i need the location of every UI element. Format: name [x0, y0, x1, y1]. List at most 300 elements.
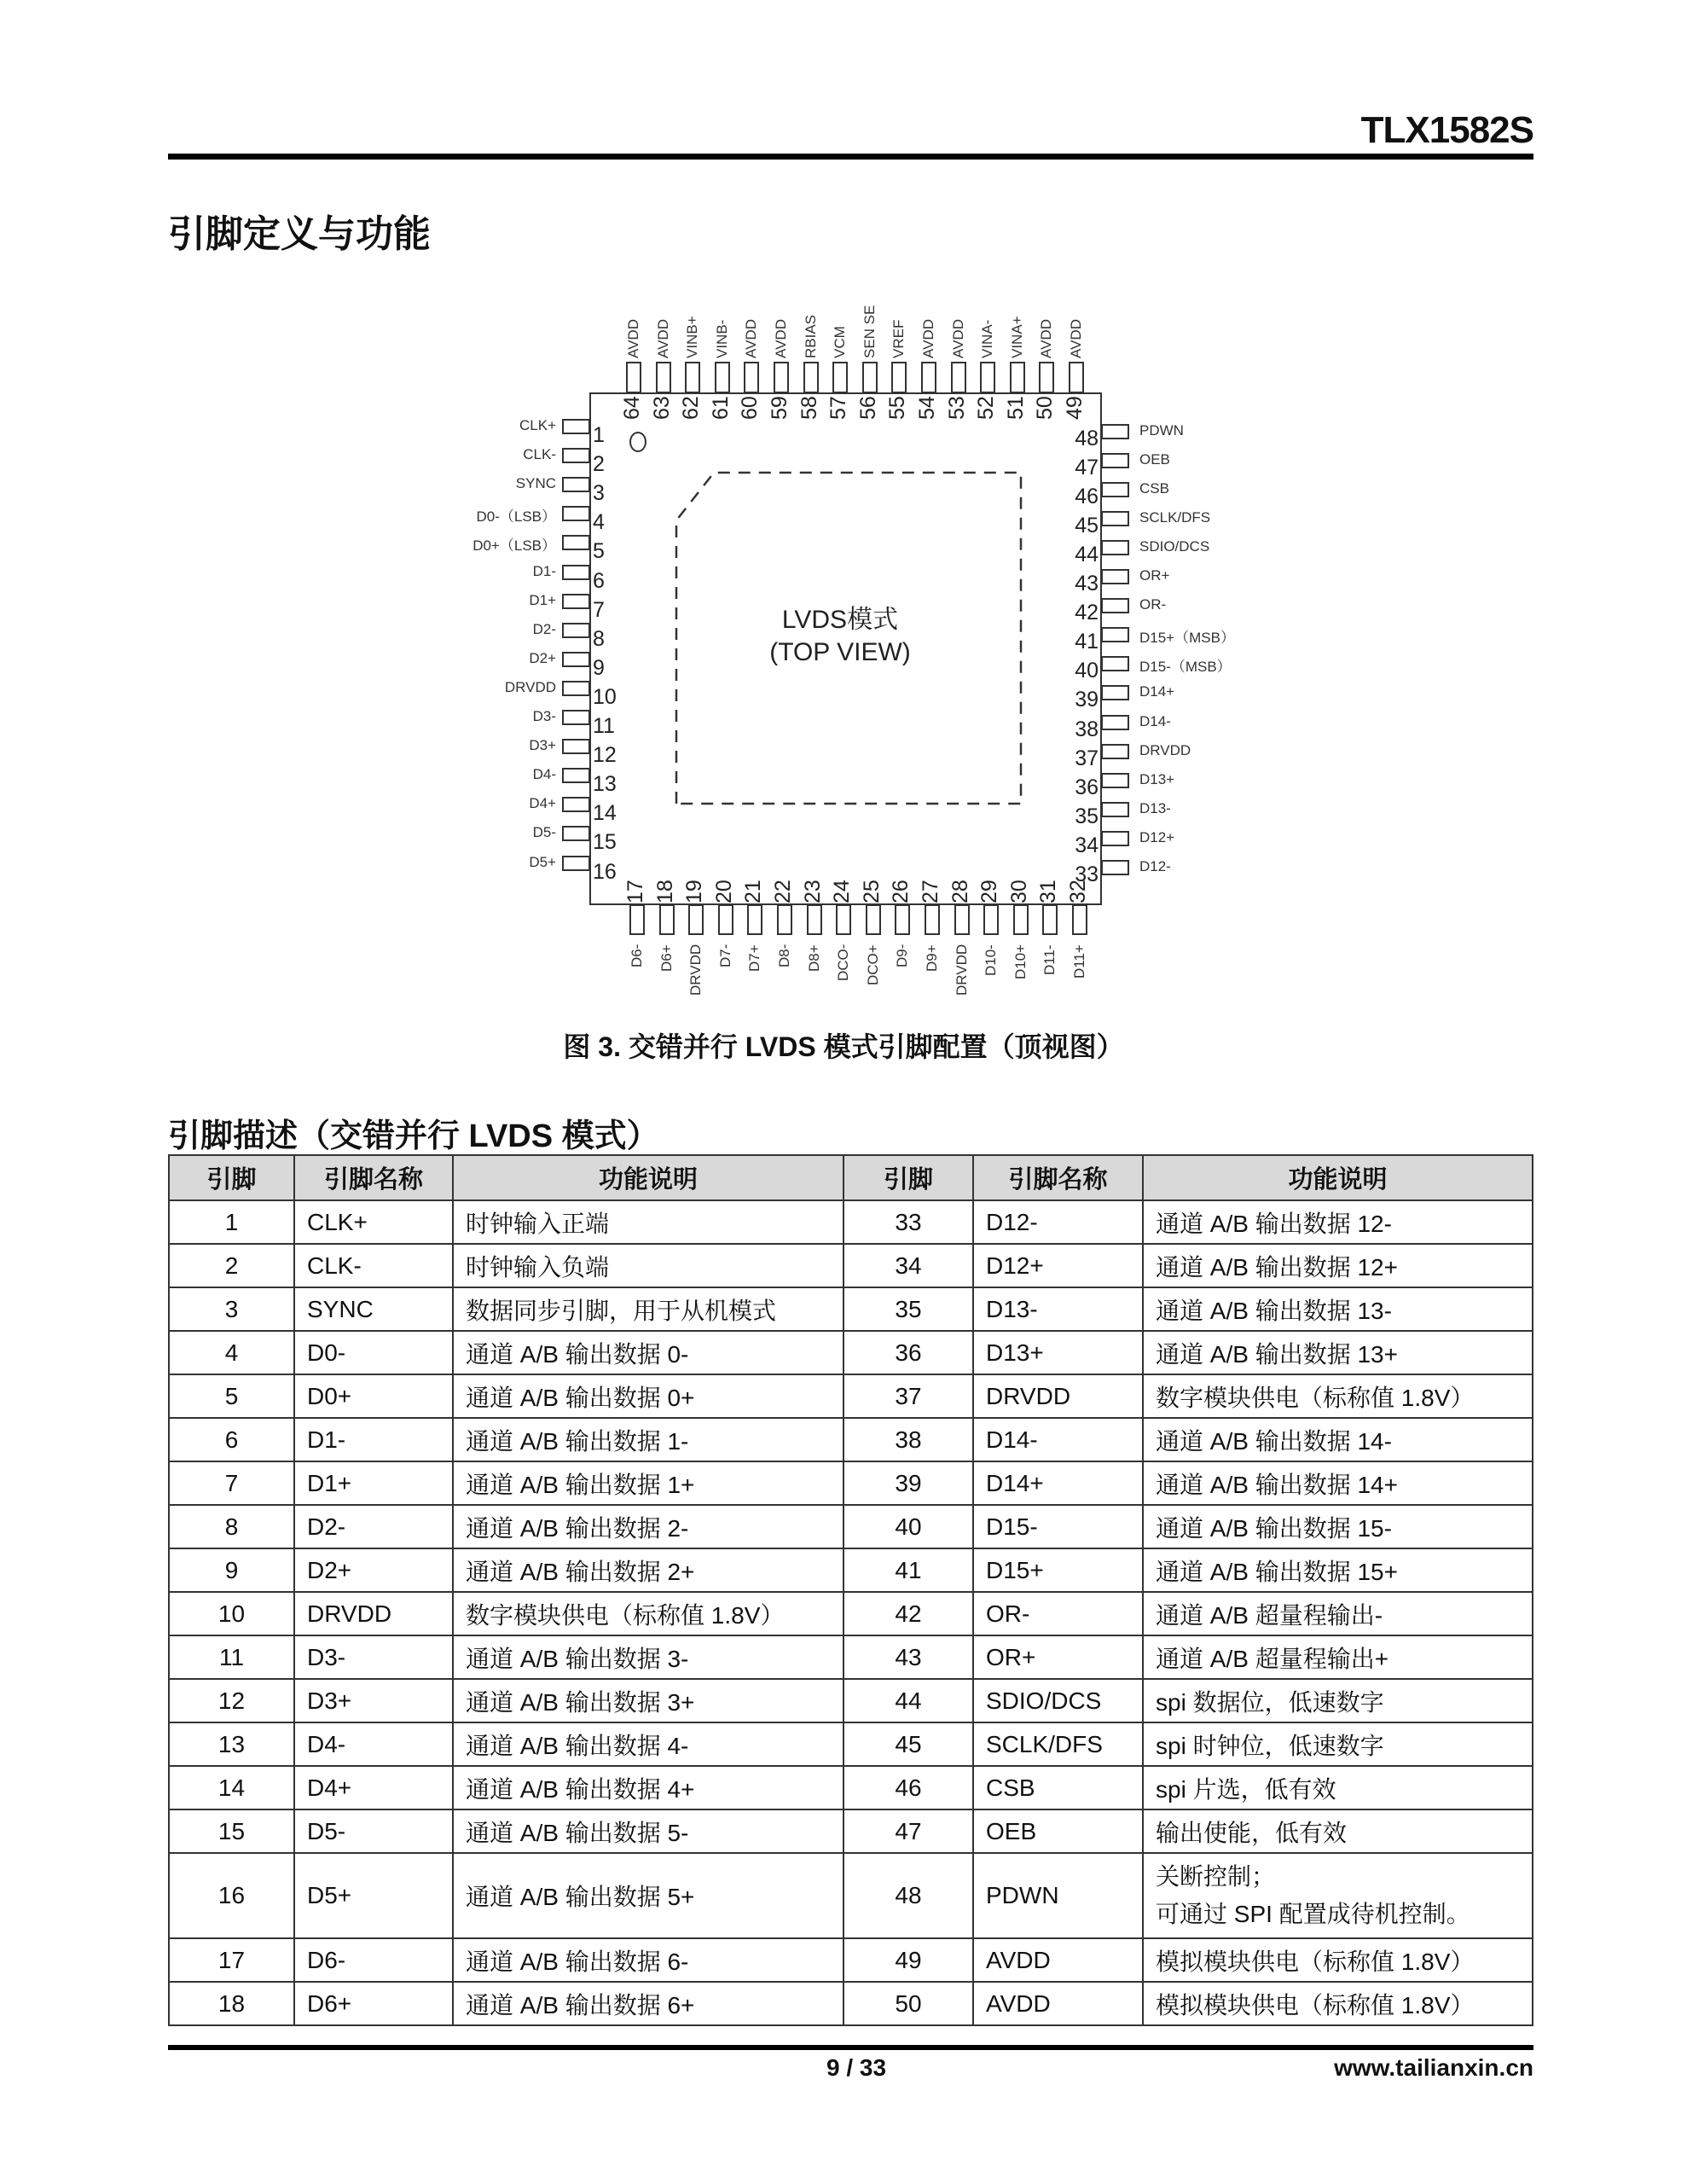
pin-lead [562, 710, 590, 725]
pin-lead [562, 477, 590, 492]
pin-name: D15+ [973, 1548, 1143, 1592]
pin-lead [1101, 802, 1129, 817]
pin-function: 通道 A/B 输出数据 15- [1143, 1505, 1533, 1548]
pin-lead [656, 362, 671, 393]
pin-lead [1101, 860, 1129, 875]
pin-lead [562, 594, 590, 609]
table-row [169, 1287, 1533, 1331]
pin-number: 48 [1075, 426, 1099, 450]
column-header: 引脚名称 [294, 1155, 453, 1200]
pin-number: 11 [593, 714, 615, 738]
pin-name: CLK- [523, 446, 556, 463]
pin-function: 通道 A/B 输出数据 6- [453, 1938, 844, 1982]
pin-function: 模拟模块供电（标称值 1.8V） [1143, 1982, 1533, 2025]
pin-number: 10 [169, 1592, 294, 1635]
pin-lead [718, 904, 733, 935]
pin-name: AVDD [773, 319, 789, 358]
pin-number: 30 [1006, 880, 1031, 903]
pin-name: D14+ [1139, 683, 1175, 700]
pin-number: 8 [593, 626, 605, 651]
pin-number: 12 [169, 1679, 294, 1722]
pin-name: D0+ [294, 1374, 453, 1418]
pin-lead [1101, 627, 1129, 642]
pin-number: 44 [844, 1679, 973, 1722]
pin-name: DRVDD [953, 944, 970, 996]
pin-number: 37 [1075, 746, 1099, 770]
table-row [169, 1374, 1533, 1418]
pin-function: 通道 A/B 输出数据 12- [1143, 1200, 1533, 1244]
pin-name: D3- [294, 1635, 453, 1679]
pin-name: D3+ [529, 737, 556, 754]
pin-name: D1+ [294, 1461, 453, 1505]
section-title: 引脚定义与功能 [168, 213, 431, 255]
pin-function: 通道 A/B 输出数据 15+ [1143, 1548, 1533, 1592]
pin-lead [1101, 715, 1129, 730]
pin-lead [1069, 362, 1084, 393]
pin-lead [562, 623, 590, 638]
column-header: 引脚 [844, 1155, 973, 1200]
pin-number: 25 [859, 880, 884, 903]
pin-lead [1101, 685, 1129, 700]
pin-name: OR- [973, 1592, 1143, 1635]
pin-number: 24 [830, 880, 855, 903]
footer-rule [168, 2045, 1533, 2050]
pin-name: D13- [1139, 799, 1171, 816]
pin-name: CLK- [294, 1244, 453, 1287]
pin-number: 57 [826, 396, 851, 420]
pin-number: 41 [844, 1548, 973, 1592]
pin-number: 15 [169, 1809, 294, 1853]
pin-number: 2 [169, 1244, 294, 1287]
pin-name: AVDD [654, 319, 671, 358]
pin-number: 19 [682, 880, 707, 903]
table-row [169, 1982, 1533, 2025]
pin-number: 18 [652, 880, 677, 903]
pin-function: 通道 A/B 输出数据 12+ [1143, 1244, 1533, 1287]
pin-function: 通道 A/B 输出数据 1- [453, 1418, 844, 1461]
pin-lead [1101, 773, 1129, 788]
pin-number: 61 [708, 396, 733, 420]
pin-name: D5- [294, 1809, 453, 1853]
pin-lead [688, 904, 704, 935]
pin-number: 46 [1075, 484, 1099, 508]
pin-function: 数字模块供电（标称值 1.8V） [453, 1592, 844, 1635]
pin-lead [562, 506, 590, 521]
pin-name: D4- [294, 1722, 453, 1766]
table-row [169, 1548, 1533, 1592]
pin-name: D0- [294, 1331, 453, 1374]
pin-number: 53 [944, 396, 969, 420]
pin-function: 模拟模块供电（标称值 1.8V） [1143, 1938, 1533, 1982]
pin-name: D12+ [973, 1244, 1143, 1287]
pin-number: 64 [620, 396, 644, 420]
pin-name: D2+ [294, 1548, 453, 1592]
pin-lead [562, 535, 590, 550]
website-link[interactable]: www.tailianxin.cn [1334, 2054, 1533, 2081]
pin-number: 15 [593, 830, 617, 855]
pin-name: PDWN [973, 1853, 1143, 1938]
pin-lead [983, 904, 999, 935]
pin-number: 4 [169, 1331, 294, 1374]
pin-number: 45 [844, 1722, 973, 1766]
pin-name: CLK+ [519, 417, 556, 433]
pin-lead [562, 681, 590, 696]
pin-lead [954, 904, 970, 935]
pin-name: AVDD [920, 319, 936, 358]
pin-name: AVDD [973, 1938, 1143, 1982]
table-row [169, 1461, 1533, 1505]
pin-number: 1 [593, 423, 605, 447]
pin-number: 10 [593, 684, 617, 709]
table-row [169, 1679, 1533, 1722]
pin-lead [562, 565, 590, 580]
pin-number: 3 [169, 1287, 294, 1331]
pin-lead [862, 362, 878, 393]
pin-number: 14 [593, 801, 617, 826]
pin-number: 29 [977, 880, 1002, 903]
pin-name: D8- [776, 944, 792, 968]
pin-number: 21 [741, 880, 766, 903]
pin-name: D10- [983, 944, 1000, 976]
pin-number: 14 [169, 1766, 294, 1809]
pin-number: 9 [169, 1548, 294, 1592]
pin-name: D4+ [294, 1766, 453, 1809]
pin-function: 时钟输入负端 [453, 1244, 844, 1287]
pin-name: D5+ [529, 853, 556, 870]
pin-number: 36 [844, 1331, 973, 1374]
pin-function: 通道 A/B 输出数据 3+ [453, 1679, 844, 1722]
pin-name: OEB [1139, 450, 1170, 468]
pin-name: D0+（LSB） [472, 537, 556, 555]
pin-lead [866, 904, 881, 935]
pin-name: D12- [973, 1200, 1143, 1244]
pin-number: 50 [844, 1982, 973, 2025]
pin-function: 通道 A/B 输出数据 0+ [453, 1374, 844, 1418]
pin-lead [562, 856, 590, 871]
pin-name: DRVDD [294, 1592, 453, 1635]
pin-lead [774, 362, 789, 393]
pin-lead [925, 904, 940, 935]
column-header: 引脚 [169, 1155, 294, 1200]
pin-name: D14- [1139, 712, 1171, 729]
pin-lead [747, 904, 762, 935]
pin-number: 58 [797, 396, 821, 420]
pin-function: 通道 A/B 输出数据 13- [1143, 1287, 1533, 1331]
pin-number: 7 [169, 1461, 294, 1505]
document-id: TLX1582S [1360, 109, 1533, 151]
pin-lead [832, 362, 848, 393]
pin-name: D1- [294, 1418, 453, 1461]
pin-number: 49 [844, 1938, 973, 1982]
pin-name: D14- [973, 1418, 1143, 1461]
column-header: 功能说明 [453, 1155, 844, 1200]
pin-number: 55 [885, 396, 910, 420]
pin-name: D13+ [973, 1331, 1143, 1374]
pin-lead [1072, 904, 1087, 935]
pin-name: CSB [973, 1766, 1143, 1809]
pin-lead [1101, 511, 1129, 526]
pin-function: 通道 A/B 输出数据 14- [1143, 1418, 1533, 1461]
table-row [169, 1722, 1533, 1766]
page-number: 9 / 33 [826, 2054, 887, 2081]
pin-lead [803, 362, 819, 393]
pin-number: 32 [1066, 880, 1090, 903]
pin-number: 43 [1075, 572, 1099, 595]
pin-number: 42 [1075, 601, 1099, 625]
pin-name: D11- [1041, 944, 1058, 975]
pin-number: 47 [1075, 455, 1099, 479]
pin-lead [685, 362, 700, 393]
pin-name: SDIO/DCS [1139, 537, 1210, 555]
pin-number: 38 [844, 1418, 973, 1461]
pin-number: 11 [169, 1635, 294, 1679]
pin-number: 17 [623, 880, 647, 903]
pin-lead [1101, 453, 1129, 468]
pin-lead [1101, 424, 1129, 439]
table-row [169, 1505, 1533, 1548]
pin-name: D13+ [1139, 770, 1175, 787]
pin-name: DRVDD [973, 1374, 1143, 1418]
pin-lead [980, 362, 995, 393]
pin-number: 50 [1033, 396, 1058, 420]
pin-number: 63 [649, 396, 674, 420]
pin-number: 39 [1075, 688, 1099, 712]
pin-name: D6- [294, 1938, 453, 1982]
pin-name: D5- [532, 824, 556, 841]
pin-number: 6 [593, 568, 605, 593]
pin-name: SCLK/DFS [1139, 508, 1211, 526]
pin-lead [562, 448, 590, 463]
pin-number: 2 [593, 452, 605, 477]
pin-number: 42 [844, 1592, 973, 1635]
chip-label [755, 604, 925, 669]
pin-name: D3- [532, 708, 556, 724]
pin-function: 通道 A/B 输出数据 4+ [453, 1766, 844, 1809]
pin-lead [1013, 904, 1029, 935]
table-row [169, 1766, 1533, 1809]
chip-mode: LVDS模式 [781, 606, 899, 634]
pin-number: 44 [1075, 542, 1099, 566]
pin-name: RBIAS [802, 314, 819, 358]
pin-number: 34 [1075, 833, 1099, 857]
pin-name: D7- [716, 944, 733, 968]
pin-name: D3+ [294, 1679, 453, 1722]
pin-number: 46 [844, 1766, 973, 1809]
pin-table [168, 1154, 1533, 2026]
table-title: 引脚描述（交错并行 LVDS 模式） [168, 1118, 659, 1154]
pin-name: SDIO/DCS [973, 1679, 1143, 1722]
pin-name: DRVDD [1139, 741, 1191, 758]
pin-name: D13- [973, 1287, 1143, 1331]
pin-number: 60 [738, 396, 762, 420]
table-row [169, 1592, 1533, 1635]
pin-number: 18 [169, 1982, 294, 2025]
pin-number: 6 [169, 1418, 294, 1461]
pin-function: 通道 A/B 输出数据 4- [453, 1722, 844, 1766]
pin-name: DRVDD [504, 678, 556, 695]
pin-number: 5 [593, 539, 605, 564]
pin-number: 56 [855, 396, 880, 420]
pin-number: 54 [915, 396, 939, 420]
pin-lead [626, 362, 641, 393]
pin-number: 9 [593, 655, 605, 680]
pin-name: VREF [890, 319, 907, 358]
pin-lead [1101, 831, 1129, 846]
pin-function: 通道 A/B 输出数据 5+ [453, 1853, 844, 1938]
pin-name: AVDD [625, 319, 641, 358]
pin-number: 38 [1075, 717, 1099, 741]
table-row [169, 1853, 1533, 1938]
pin-name: D12+ [1139, 828, 1175, 845]
pin-number: 48 [844, 1853, 973, 1938]
pin-name: D6+ [294, 1982, 453, 2025]
header-rule [168, 154, 1533, 160]
pin-lead [836, 904, 851, 935]
pin-name: OR- [1139, 596, 1167, 613]
table-row [169, 1418, 1533, 1461]
pin-function: 通道 A/B 输出数据 3- [453, 1635, 844, 1679]
pin-function: 通道 A/B 输出数据 2+ [453, 1548, 844, 1592]
pin-lead [891, 362, 907, 393]
pin-number: 36 [1075, 775, 1099, 799]
pin-number: 20 [711, 880, 736, 903]
pin-lead [1101, 744, 1129, 759]
pin-number: 47 [844, 1809, 973, 1853]
pin-name: D14+ [973, 1461, 1143, 1505]
pin-name: D11+ [1071, 944, 1087, 979]
pin-number: 59 [768, 396, 791, 420]
pin-lead [659, 904, 675, 935]
pin-function: 数据同步引脚，用于从机模式 [453, 1287, 844, 1331]
table-row [169, 1244, 1533, 1287]
pin-name: PDWN [1139, 421, 1184, 439]
pin-name: D15-（MSB） [1139, 659, 1232, 676]
figure-caption: 图 3. 交错并行 LVDS 模式引脚配置（顶视图） [563, 1031, 1124, 1062]
pin-number: 33 [844, 1200, 973, 1244]
pin-number: 52 [974, 396, 999, 420]
table-row [169, 1938, 1533, 1982]
pin-name: D2- [294, 1505, 453, 1548]
pin-number: 49 [1063, 396, 1087, 420]
pin-lead [562, 768, 590, 783]
pin-name: AVDD [743, 319, 760, 358]
pin-name: D12- [1139, 858, 1171, 874]
pin-name: DRVDD [687, 944, 704, 996]
pin-name: VINA- [979, 319, 996, 358]
pin-function: 通道 A/B 输出数据 0- [453, 1331, 844, 1374]
pin-number: 16 [593, 859, 617, 884]
pin-function: 通道 A/B 输出数据 13+ [1143, 1331, 1533, 1374]
pin-lead [1101, 598, 1129, 613]
pin-number: 7 [593, 597, 605, 622]
pin-number: 51 [1003, 396, 1028, 420]
pin-name: SEN SE [861, 305, 878, 358]
pin-number: 41 [1075, 630, 1099, 654]
pin-name: DCO+ [864, 944, 881, 985]
pin-number: 28 [948, 880, 972, 903]
pin-number: 26 [889, 880, 913, 903]
pin-function: 通道 A/B 超量程输出- [1143, 1592, 1533, 1635]
pin-lead [1039, 362, 1054, 393]
pin-name: CLK+ [294, 1200, 453, 1244]
pin-function: 关断控制； 可通过 SPI 配置成待机控制。 [1143, 1853, 1533, 1938]
pin-function: 通道 A/B 超量程输出+ [1143, 1635, 1533, 1679]
pin-name: D9+ [924, 944, 940, 972]
table-row [169, 1200, 1533, 1244]
pin-name: OR+ [1139, 567, 1170, 584]
pin-lead [562, 652, 590, 667]
pin-number: 13 [169, 1722, 294, 1766]
pin-name: D6- [629, 944, 645, 968]
pin-lead [895, 904, 910, 935]
pin-lead [1010, 362, 1025, 393]
pin-function: 通道 A/B 输出数据 5- [453, 1809, 844, 1853]
pin-name: DCO- [835, 944, 852, 982]
pin-lead [1101, 656, 1129, 671]
pin-lead [1101, 482, 1129, 497]
pin-name: D2- [532, 620, 556, 637]
column-header: 功能说明 [1143, 1155, 1533, 1200]
pin-number: 40 [1075, 659, 1099, 683]
pin-function: 输出使能，低有效 [1143, 1809, 1533, 1853]
pin-lead [1042, 904, 1058, 935]
pin-name: D5+ [294, 1853, 453, 1938]
pin-number: 43 [844, 1635, 973, 1679]
pin-name: VINB+ [684, 316, 701, 358]
pin-lead [777, 904, 792, 935]
pin-function: 时钟输入正端 [453, 1200, 844, 1244]
pin-lead [562, 419, 590, 434]
pin-name: D0-（LSB） [476, 508, 556, 526]
pin-number: 45 [1075, 513, 1099, 537]
pin-number: 17 [169, 1938, 294, 1982]
pin-function: spi 片选，低有效 [1143, 1766, 1533, 1809]
pin-name: VCM [832, 326, 849, 358]
pin-number: 13 [593, 772, 617, 797]
pin-function: 通道 A/B 输出数据 6+ [453, 1982, 844, 2025]
table-header-row [169, 1155, 1533, 1200]
pin-name: AVDD [973, 1982, 1143, 2025]
pin-lead [1101, 540, 1129, 555]
pin-number: 23 [800, 880, 825, 903]
pin-name: OEB [973, 1809, 1143, 1853]
pin-function: 通道 A/B 输出数据 1+ [453, 1461, 844, 1505]
table-row [169, 1635, 1533, 1679]
pin-function: spi 数据位，低速数字 [1143, 1679, 1533, 1722]
pin-number: 22 [771, 880, 795, 903]
pin-number: 4 [593, 510, 605, 535]
pin-lead [562, 739, 590, 754]
pin-number: 35 [1075, 804, 1099, 828]
pin-lead [562, 826, 590, 841]
chip-view: (TOP VIEW) [769, 638, 911, 666]
pin-name: D4+ [529, 795, 556, 812]
pin-name: VINA+ [1008, 316, 1025, 358]
pin-name: D1- [532, 562, 556, 579]
pin-number: 37 [844, 1374, 973, 1418]
pin-lead [921, 362, 936, 393]
pin-number: 33 [1075, 863, 1099, 886]
pin-number: 35 [844, 1287, 973, 1331]
pin-number: 1 [169, 1200, 294, 1244]
pin-lead [807, 904, 822, 935]
pin-name: SYNC [515, 475, 556, 492]
pin-function: 数字模块供电（标称值 1.8V） [1143, 1374, 1533, 1418]
pin-name: AVDD [1068, 319, 1084, 358]
table-row [169, 1809, 1533, 1853]
pin-number: 40 [844, 1505, 973, 1548]
pin-name: D1+ [529, 591, 556, 608]
